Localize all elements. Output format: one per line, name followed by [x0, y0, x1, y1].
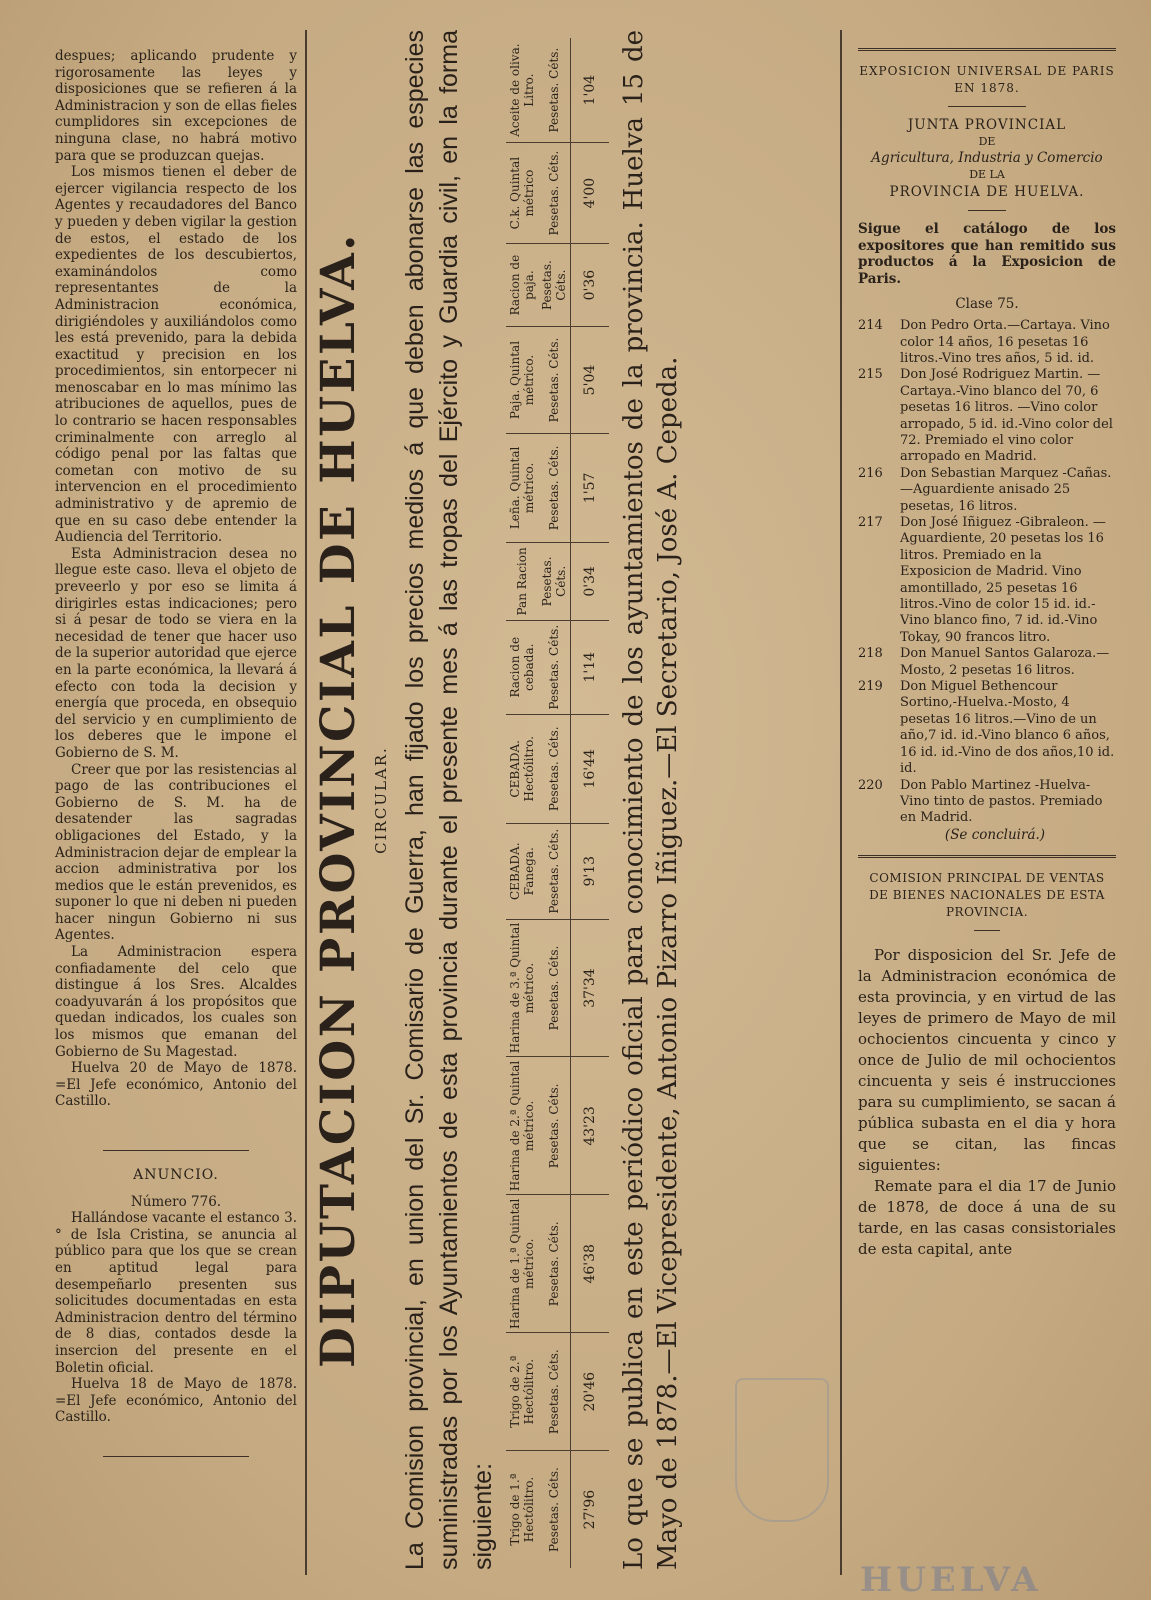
exhibitor-entry: [858, 515, 1116, 646]
entry-number: 216: [858, 465, 883, 481]
left-signature: Huelva 20 de Mayo de 1878. =El Jefe económico, Antonio del Castillo.: [55, 1060, 297, 1110]
circular-closing: Lo que se publica en este periódico oficial para conocimiento de los ayuntamientos de la provincia. Huelva 15 de Mayo de 1878.—El Vicepresidente, Antonio Pizarro Iñiguez.—El Secretario, José A. Cepeda.: [619, 30, 683, 1570]
junta-line-5: PROVINCIA DE HUELVA.: [889, 183, 1085, 200]
table-unit-cell: Pesetas. Céts.: [547, 1467, 561, 1552]
table-value-cell: 0'36: [571, 243, 610, 326]
clase-label: Clase 75.: [955, 295, 1019, 312]
table-header-cell: Trigo de 2.ª Hectólitro.: [506, 1333, 538, 1451]
junta-line-3: Agricultura, Industria y Comercio: [871, 150, 1103, 167]
price-table: [506, 38, 609, 1568]
exhibitor-entry: [858, 318, 1116, 367]
table-header-cell: Harina de 1.ª Quintal métrico.: [506, 1195, 538, 1333]
divider: [858, 855, 1116, 858]
left-paragraph-1: despues; aplicando prudente y rigorosamente las leyes y disposiciones que se refieren á la Administracion y son de ellas fieles cumplidores sin excepciones de ninguna clase, no habrá motivo para que se produzcan quejas.: [55, 48, 297, 164]
anuncio-body: Hallándose vacante el estanco 3.° de Isla Cristina, se anuncia al público para que los que se crean en aptitud legal para desempeñarlo presenten sus solicitudes documentadas en esta Administracion dentro del término de 8 dias, contados desde la insercion del presente en el Boletin oficial.: [55, 1210, 297, 1376]
table-unit-cell: Pesetas. Céts.: [538, 919, 571, 1057]
table-header-cell: Harina de 3.ª Quintal métrico.: [506, 919, 538, 1057]
entry-text: Don Manuel Santos Galaroza.—Mosto, 2 pesetas 16 litros.: [900, 646, 1110, 678]
left-column: [55, 48, 297, 1467]
table-header-cell: Racion de cebada.: [506, 620, 538, 714]
diputacion-title: DIPUTACION PROVINCIAL DE HUELVA.: [311, 231, 366, 1369]
comision-body: Por disposicion del Sr. Jefe de la Administracion económica de esta provincia, y en virtud de las leyes de primero de Mayo de mil ochocientos cincuenta y cinco y once de Julio de mil ochocientos cincuenta y seis é instrucciones para su cumplimiento, se sacan á pública subasta en el dia y hora que se citan, las fincas siguientes:: [858, 946, 1116, 1175]
column-rule-left: [305, 30, 307, 1575]
divider: [968, 210, 1007, 211]
divider: [948, 106, 1025, 107]
table-unit-cell: Pesetas. Céts.: [538, 38, 571, 143]
entry-text: Don Miguel Bethencour Sortino,-Huelva.-Mosto, 4 pesetas 16 litros.—Vino de un año,7 id. id.-Vino blanco 6 años, 16 id. id.-Vino de dos años,10 id. id.: [900, 679, 1115, 777]
exhibitor-entry: [858, 466, 1116, 515]
entry-number: 214: [858, 318, 883, 334]
entry-text: Don José Rodriguez Martin. —Cartaya.-Vino blanco del 70, 6 pesetas 16 litros. —Vino color arropado, 5 id. id.-Vino color del 72. Premiado el vino color arropado en Madrid.: [900, 367, 1113, 465]
right-column: [858, 48, 1116, 1260]
junta-line-4: DE LA: [969, 167, 1005, 181]
table-unit-cell: Pesetas. Céts.: [538, 433, 571, 542]
table-header-cell: Paja. Quintal métrico.: [506, 327, 538, 434]
entry-number: 217: [858, 515, 883, 530]
exhibitor-list: [858, 318, 1116, 827]
left-paragraph-4: Creer que por las resistencias al pago de las contribuciones el Gobierno de S. M. ha de desatender las sagradas obligaciones del Estado, y la Administracion dejar de emplear la accion administrativa por los medios que le están prevenidos, es suponer lo que ni deben ni pueden hacer ningun Gobierno ni sus Agentes.: [55, 761, 297, 944]
table-value-cell: 37'34: [571, 919, 610, 1057]
table-value-cell: 9'13: [571, 823, 610, 919]
entry-number: 219: [858, 679, 883, 695]
entry-text: Don Sebastian Marquez -Cañas.—Aguardiente anisado 25 pesetas, 16 litros.: [900, 465, 1112, 514]
divider: [103, 1150, 248, 1151]
exhibitor-entry: [858, 679, 1116, 777]
table-unit-cell: Pesetas. Céts.: [538, 1195, 571, 1333]
divider: [103, 1456, 248, 1457]
entry-number: 218: [858, 646, 883, 662]
watermark-huelva: HUELVA: [860, 1560, 1042, 1600]
circular-intro: La Comision provincial, en union del Sr. Comisario de Guerra, han fijado los precios medios á que deben abonarse las especies suministradas por los Ayuntamientos de esta provincia durante el presente mes á las tropas del Ejército y Guardia civil, en la forma siguiente:: [401, 30, 497, 1570]
entry-text: Don Pablo Martinez -Huelva-Vino tinto de pastos. Premiado en Madrid.: [900, 777, 1103, 826]
table-unit-cell: Pesetas. Céts.: [538, 143, 571, 244]
circular-subtitle: CIRCULAR.: [372, 746, 390, 854]
table-unit-cell: Pesetas. Céts.: [538, 327, 571, 434]
entry-number: 220: [858, 777, 883, 793]
table-value-cell: 1'04: [571, 38, 610, 143]
anuncio-number: Número 776.: [130, 1193, 222, 1210]
table-header-cell: Harina de 2.ª Quintal métrico.: [506, 1057, 538, 1195]
divider: [974, 930, 1000, 931]
table-values-row: [571, 38, 610, 1568]
comision-header: COMISION PRINCIPAL DE VENTAS DE BIENES NACIONALES DE ESTA PROVINCIA.: [869, 871, 1105, 919]
catalog-intro: Sigue el catálogo de los expositores que han remitido sus productos á la Exposicion de Paris.: [858, 221, 1116, 287]
entry-text: Don José Iñiguez -Gibraleon. —Aguardiente, 20 pesetas los 16 litros. Premiado en la Exposicion de Madrid. Vino amontillado, 25 pesetas 16 litros.-Vino de color 15 id. id.-Vino blanco fino, 7 id. id.-Vino Tokay, 90 francos litro.: [900, 515, 1106, 645]
table-unit-cell: Pesetas. Céts.: [538, 714, 571, 823]
exhibitor-entry: [858, 646, 1116, 679]
left-paragraph-2: Los mismos tienen el deber de ejercer vigilancia respecto de los Agentes y recaudadores del Banco y pueden y deben vigilar la gestion de estos, el estado de los expedientes de los descubiertos, examinándolos como representantes de la Administracion económica, dirigiéndoles y auxiliándolos como les está prevenido, para la debida exactitud y precision en los procedimientos, sin entorpecer ni menoscabar en lo mas mínimo las atribuciones de aquellos, pues de lo contrario se hacen responsables criminalmente con arreglo al código penal por las faltas que cometan con motivo de su intervencion en el procedimiento administrativo y de apremio de que en su caso debe entender la Audiencia del Territorio.: [55, 164, 297, 546]
table-unit-cell: Pesetas. Céts.: [538, 823, 571, 919]
table-header-cell: C.k. Quintal métrico: [506, 143, 538, 244]
table-header-cell: Aceite de oliva. Litro.: [506, 38, 538, 143]
table-value-cell: 0'34: [571, 543, 610, 621]
table-value-cell: 16'44: [571, 714, 610, 823]
exhibitor-entry: [858, 778, 1116, 827]
table-value-cell: 27'96: [571, 1451, 610, 1568]
anuncio-signature: Huelva 18 de Mayo de 1878. =El Jefe económico, Antonio del Castillo.: [55, 1376, 297, 1426]
table-unit-cell: Pesetas. Céts.: [538, 543, 571, 621]
table-value-cell: 4'00: [571, 143, 610, 244]
table-header-cell: Pan Racion: [506, 543, 538, 621]
table-header-cell: Leña. Quintal métrico.: [506, 433, 538, 542]
table-unit-cell: Pesetas. Céts.: [538, 1333, 571, 1451]
table-unit-cell: Pesetas. Céts.: [538, 243, 571, 326]
table-header-cell: CEBADA. Fanega.: [506, 823, 538, 919]
rotated-circular: [310, 20, 832, 1580]
table-unit-row: [538, 38, 571, 1568]
column-rule-right: [840, 30, 842, 1575]
se-concluira: (Se concluirá.): [944, 826, 1046, 843]
remate-text: Remate para el dia 17 de Junio de 1878, de doce á una de su tarde, en las casas consistoriales de esta capital, ante: [858, 1177, 1116, 1259]
junta-line-1: JUNTA PROVINCIAL: [907, 117, 1067, 134]
table-header-cell: Racion de paja.: [506, 243, 538, 326]
table-value-cell: 1'57: [571, 433, 610, 542]
anuncio-title: ANUNCIO.: [133, 1167, 219, 1183]
entry-number: 215: [858, 367, 883, 383]
table-value-cell: 1'14: [571, 620, 610, 714]
table-header-cell: Trigo de 1.ª Hectólitro.: [508, 1473, 536, 1546]
exhibitor-entry: [858, 367, 1116, 465]
entry-text: Don Pedro Orta.—Cartaya. Vino color 14 años, 16 pesetas 16 litros.-Vino tres años, 5 id. id.: [900, 318, 1110, 366]
table-value-cell: 43'23: [571, 1057, 610, 1195]
table-value-cell: 46'38: [571, 1195, 610, 1333]
library-seal: [735, 1378, 829, 1522]
table-unit-cell: Pesetas. Céts.: [538, 1057, 571, 1195]
table-value-cell: 5'04: [571, 327, 610, 434]
table-unit-cell: Pesetas. Céts.: [538, 620, 571, 714]
table-header-row: [506, 38, 538, 1568]
left-paragraph-5: La Administracion espera confiadamente del celo que distingue á los Sres. Alcaldes coadyuvarán á los propósitos que quedan indicados, los cuales son los mismos que emanan del Gobierno de Su Magestad.: [55, 944, 297, 1060]
expo-header: EXPOSICION UNIVERSAL DE PARIS EN 1878.: [859, 64, 1115, 95]
junta-line-2: DE: [978, 134, 996, 148]
table-header-cell: CEBADA. Hectólitro.: [506, 714, 538, 823]
left-paragraph-3: Esta Administracion desea no llegue este caso. lleva el objeto de preveerlo y por eso se limita á dirigirles estas indicaciones; pero si á pesar de todo se viera en la necesidad de tener que hacer uso de la superior autoridad que ejerce en la parte económica, la llevará á efecto con toda la decision y energía que proceda, en obsequio del servicio y en cumplimiento de los deberes que le impone el Gobierno de S. M.: [55, 545, 297, 761]
divider: [858, 48, 1116, 51]
table-value-cell: 20'46: [571, 1333, 610, 1451]
